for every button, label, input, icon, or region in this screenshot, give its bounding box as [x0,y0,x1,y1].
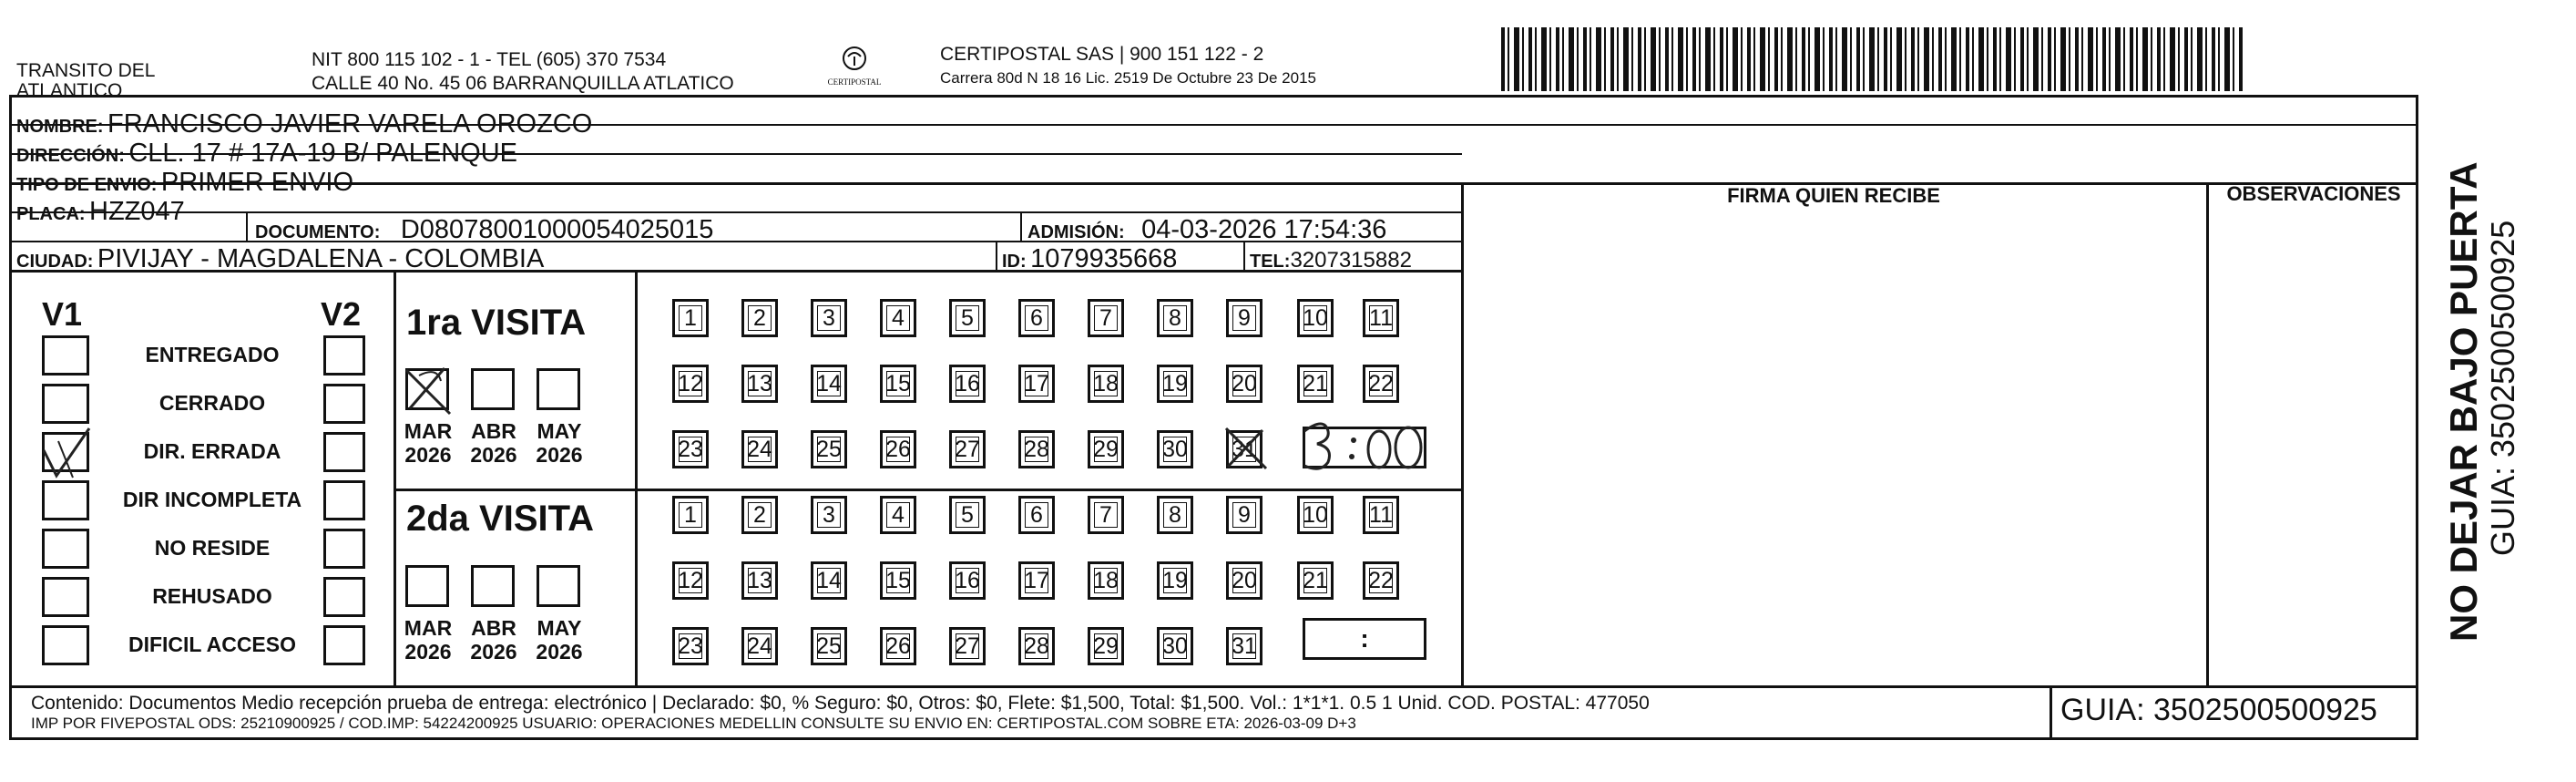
month-year: 2026 [536,443,583,467]
v1-check-mark [36,423,100,491]
v1-checkbox[interactable] [42,384,89,424]
month-year: 2026 [470,640,517,664]
v2-checkbox[interactable] [323,335,365,376]
id-value: 1079935668 [1030,244,1178,273]
day-box[interactable]: 26 [880,627,916,665]
tel-value: 3207315882 [1290,248,1412,273]
month-checkbox-abr[interactable] [471,368,515,410]
status-label: DIFICIL ACCESO [128,633,296,656]
admision-field [1027,215,1386,245]
placa-label: PLACA: [16,204,86,224]
tipo-value: PRIMER ENVIO [160,168,354,197]
day-box[interactable]: 8 [1157,496,1193,534]
status-label: DIR. ERRADA [143,439,281,463]
id-field [1002,244,1177,274]
org-name-line1: TRANSITO DEL [16,60,156,81]
day-box[interactable]: 11 [1363,496,1399,534]
month-label: MAY [537,616,582,640]
day-box[interactable]: 22 [1363,561,1399,600]
day-box[interactable]: 3 [811,496,847,534]
nit-line: NIT 800 115 102 - 1 - TEL (605) 370 7534 [312,49,667,70]
day-box[interactable]: 15 [880,561,916,600]
direccion-row [16,139,517,169]
status-label: CERRADO [158,391,266,415]
admision-label: ADMISIÓN: [1027,222,1125,242]
day-box[interactable]: 21 [1297,561,1334,600]
day-box[interactable]: 31 [1226,430,1262,468]
day-box[interactable]: 10 [1297,299,1334,337]
day-check-mark [1221,421,1275,480]
status-label: ENTREGADO [145,343,280,366]
day-box[interactable]: 19 [1157,365,1193,403]
first-visit-title: 1ra VISITA [406,303,587,343]
day-box[interactable]: 28 [1018,430,1055,468]
day-box[interactable]: 25 [811,430,847,468]
day-box[interactable]: 16 [949,561,986,600]
day-box[interactable]: 6 [1018,496,1055,534]
day-box[interactable]: 29 [1088,430,1124,468]
v2-checkbox[interactable] [323,432,365,472]
documento-field [255,215,713,245]
day-box[interactable]: 18 [1088,365,1124,403]
placa-value: HZZ047 [89,197,185,226]
day-box[interactable]: 6 [1018,299,1055,337]
day-box[interactable]: 21 [1297,365,1334,403]
company-line: CERTIPOSTAL SAS | 900 151 122 - 2 [940,44,1264,65]
footer-guia: GUIA: 3502500500925 [2060,693,2377,727]
day-box[interactable]: 15 [880,365,916,403]
no-dejar-bajo-puerta: NO DEJAR BAJO PUERTA [2442,161,2485,642]
day-box[interactable]: 7 [1088,299,1124,337]
day-box[interactable]: 28 [1018,627,1055,665]
day-box[interactable]: 11 [1363,299,1399,337]
month-checkbox-may[interactable] [537,565,580,607]
day-box[interactable]: 27 [949,627,986,665]
tel-label: TEL: [1250,252,1291,272]
month-label: ABR [471,616,516,640]
v1-checkbox[interactable] [42,625,89,665]
second-time-box[interactable]: : [1303,618,1426,660]
day-box[interactable]: 23 [672,430,709,468]
day-box[interactable]: 4 [880,299,916,337]
day-box[interactable]: 31 [1226,627,1262,665]
address-line: CALLE 40 No. 45 06 BARRANQUILLA ATLATICO [312,73,734,94]
month-label: MAR [404,419,453,443]
v1-checkbox[interactable] [42,577,89,617]
month-checkbox-abr[interactable] [471,565,515,607]
day-box[interactable]: 18 [1088,561,1124,600]
logo-icon [836,46,873,73]
v2-checkbox[interactable] [323,577,365,617]
direccion-label: DIRECCIÓN: [16,146,125,166]
nombre-row [16,109,592,139]
id-label: ID: [1002,252,1027,272]
v2-checkbox[interactable] [323,480,365,520]
day-box[interactable]: 20 [1226,561,1262,600]
day-box[interactable]: 3 [811,299,847,337]
day-box[interactable]: 8 [1157,299,1193,337]
status-label: NO RESIDE [154,536,271,560]
day-box[interactable]: 14 [811,365,847,403]
tipo-row [16,168,353,198]
day-box[interactable]: 17 [1018,365,1055,403]
certipostal-logo [827,46,882,93]
v1-label: V1 [42,295,83,333]
day-box[interactable]: 14 [811,561,847,600]
month-year: 2026 [470,443,517,467]
day-box[interactable]: 26 [880,430,916,468]
month-label: MAY [537,419,582,443]
day-box[interactable]: 29 [1088,627,1124,665]
month-label: MAR [404,616,453,640]
v1-checkbox[interactable] [42,529,89,569]
tipo-label: TIPO DE ENVIO: [16,175,158,195]
month-year: 2026 [536,640,583,664]
status-label: REHUSADO [152,584,272,608]
v2-label: V2 [321,295,362,333]
day-box[interactable]: 25 [811,627,847,665]
v2-checkbox[interactable] [323,529,365,569]
day-box[interactable]: 27 [949,430,986,468]
day-box[interactable]: 22 [1363,365,1399,403]
month-label: ABR [471,419,516,443]
documento-label: DOCUMENTO: [255,222,381,242]
v1-checkbox[interactable] [42,335,89,376]
content-line: Contenido: Documentos Medio recepción prueba de entrega: electrónico | Declarado: $0, % Seguro: $0, Otros: $0, Flete: $1,500, Total: $1,500. Vol.: 1*1*1. 0.5 1 Unid. COD. POSTAL: 477050 [31,693,1650,714]
ciudad-label: CIUDAD: [16,252,94,272]
day-box[interactable]: 17 [1018,561,1055,600]
day-box[interactable]: 9 [1226,299,1262,337]
day-box[interactable]: 12 [672,561,709,600]
admision-value: 04-03-2026 17:54:36 [1141,215,1387,244]
license-line: Carrera 80d N 18 16 Lic. 2519 De Octubre 23 De 2015 [940,69,1316,87]
month-check-mark [401,363,459,424]
day-box[interactable]: 24 [741,627,778,665]
placa-row [16,197,185,227]
ciudad-value: PIVIJAY - MAGDALENA - COLOMBIA [97,244,545,273]
documento-value: D08078001000054025015 [400,215,714,244]
day-box[interactable]: 13 [741,561,778,600]
ciudad-row [16,244,544,274]
day-box[interactable]: 24 [741,430,778,468]
status-label: DIR INCOMPLETA [122,488,302,511]
day-box[interactable]: 4 [880,496,916,534]
day-box[interactable]: 13 [741,365,778,403]
day-box[interactable]: 19 [1157,561,1193,600]
month-year: 2026 [404,640,452,664]
day-box[interactable]: 1 [672,496,709,534]
month-checkbox-mar[interactable] [405,565,449,607]
v2-checkbox[interactable] [323,625,365,665]
nombre-label: NOMBRE: [16,117,104,137]
day-box[interactable]: 1 [672,299,709,337]
day-box[interactable]: 2 [741,496,778,534]
tel-field [1250,248,1412,273]
org-name-line2: ATLANTICO [16,80,123,101]
day-box[interactable]: 23 [672,627,709,665]
side-guia: GUIA: 3502500500925 [2484,220,2521,556]
month-year: 2026 [404,443,452,467]
day-box[interactable]: 16 [949,365,986,403]
observaciones-header: OBSERVACIONES [2226,182,2401,205]
nombre-value: FRANCISCO JAVIER VARELA OROZCO [107,109,593,139]
day-box[interactable]: 5 [949,299,986,337]
day-box[interactable]: 5 [949,496,986,534]
day-box[interactable]: 12 [672,365,709,403]
barcode [1501,27,2244,91]
handwritten-time [1293,415,1430,477]
day-box[interactable]: 9 [1226,496,1262,534]
day-box[interactable]: 2 [741,299,778,337]
day-box[interactable]: 7 [1088,496,1124,534]
day-box[interactable]: 30 [1157,627,1193,665]
v2-checkbox[interactable] [323,384,365,424]
direccion-value: CLL. 17 # 17A-19 B/ PALENQUE [128,139,517,168]
month-checkbox-may[interactable] [537,368,580,410]
imp-line: IMP POR FIVEPOSTAL ODS: 25210900925 / COD.IMP: 54224200925 USUARIO: OPERACIONES MEDELLIN CONSULTE SU ENVIO EN: CERTIPOSTAL.COM SOBRE ETA: 2026-03-09 D+3 [31,715,1356,732]
day-box[interactable]: 10 [1297,496,1334,534]
day-box[interactable]: 20 [1226,365,1262,403]
firma-header: FIRMA QUIEN RECIBE [1727,184,1940,207]
day-box[interactable]: 30 [1157,430,1193,468]
logo-text: CERTIPOSTAL [827,77,882,87]
second-visit-title: 2da VISITA [406,499,594,539]
